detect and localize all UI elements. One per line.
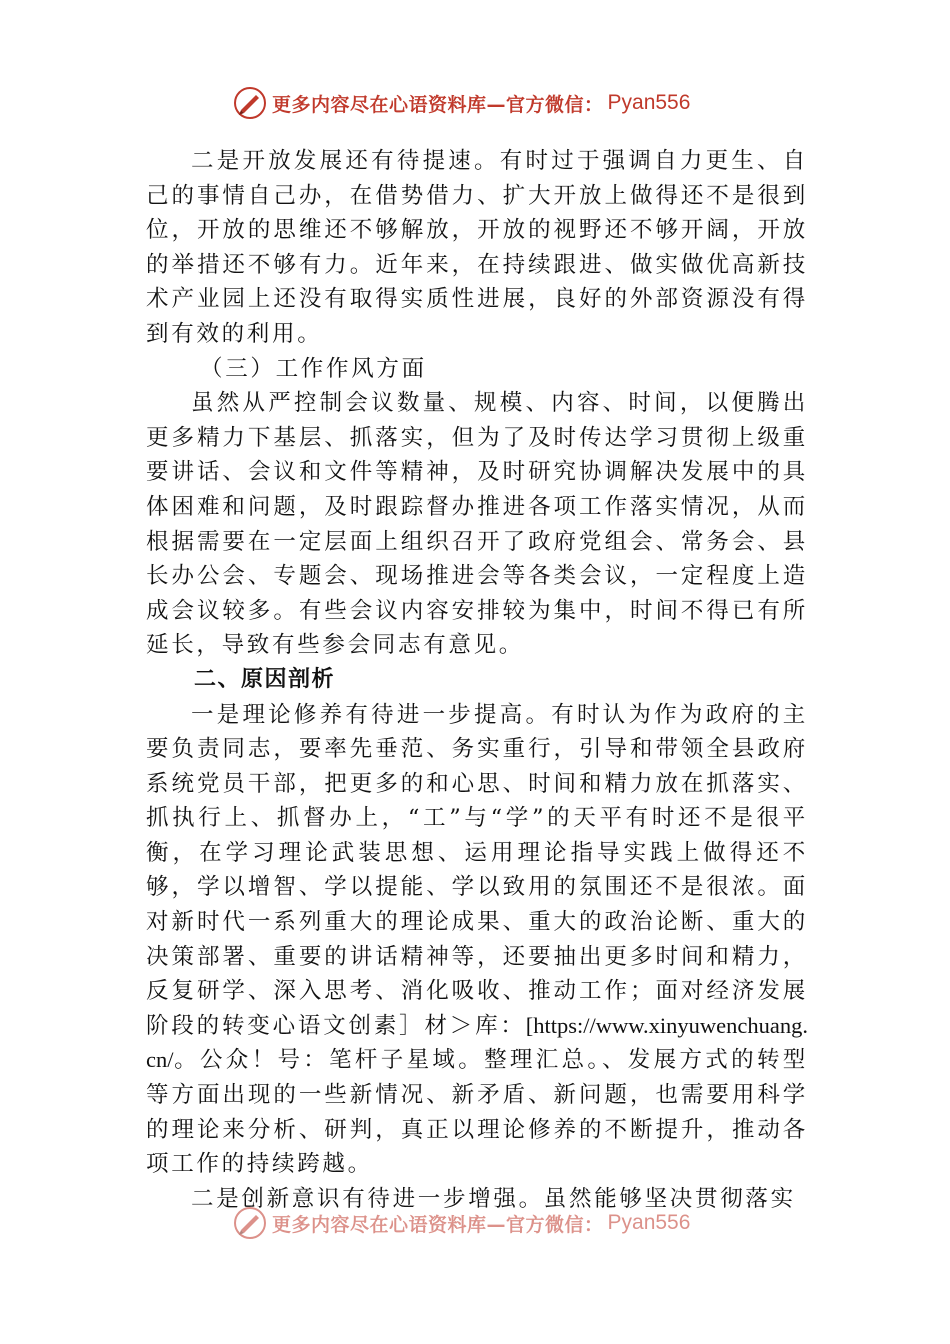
watermark-text: 更多内容尽在心语资料库—官方微信： (272, 93, 604, 116)
paragraph-innovation: 二是创新意识有待进一步增强。虽然能够坚决贯彻落实 (191, 1185, 796, 1212)
watermark-banner-bottom (232, 1203, 690, 1243)
watermark-wechat-id: Pyan556 (607, 1211, 691, 1234)
watermark-banner-top (232, 83, 690, 123)
document-body (146, 144, 808, 1216)
watermark-wechat-id: Pyan556 (607, 91, 691, 114)
section-heading-cause-analysis: 二、原因剖析 (194, 666, 336, 692)
inline-url-text: [https://www.xinyuwenchuang.cn/ (146, 1012, 808, 1073)
pen-circle-icon (232, 1205, 268, 1241)
paragraph-theory-part1: 一是理论修养有待进一步提高。有时认为作为政府的主要负责同志，要率先垂范、务实重行，引导和带领全县政府系统党员干部，把更多的和心思、时间和精力放在抓落实、抓执行上、抓督办上，“工”与“学”的天平有时还不是很平衡，在学习理论武装思想、运用理论指导实践上做得还不够，学以增智、学以提能、学以致用的氛围还不是很浓。面对新时代一系列重大的理论成果、重大的政治论断、重大的决策部署、重要的讲话精神等，还要抽出更多时间和精力，反复研学、深入思考、消化吸收、推动工作；面对经济发展阶段的转变心语文创素］材＞库： (146, 701, 808, 1039)
subheading-work-style: （三）工作作风方面 (200, 355, 427, 382)
paragraph-theory-part2: 。公众！号：笔杆子星域。整理汇总。、发展方式的转型等方面出现的一些新情况、新矛盾、新问题，也需要用科学的理论来分析、研判，真正以理论修养的不断提升，推动各项工作的持续跨越。 (146, 1047, 808, 1178)
pen-circle-icon (232, 85, 268, 121)
paragraph-meetings: 虽然从严控制会议数量、规模、内容、时间，以便腾出更多精力下基层、抓落实，但为了及时传达学习贯彻上级重要讲话、会议和文件等精神，及时研究协调解决发展中的具体困难和问题，及时跟踪督办推进各项工作落实情况，从而根据需要在一定层面上组织召开了政府党组会、常务会、县长办公会、专题会、现场推进会等各类会议，一定程度上造成会议较多。有些会议内容安排较为集中，时间不得已有所延长，导致有些参会同志有意见。 (146, 390, 808, 659)
paragraph-open-development: 二是开放发展还有待提速。有时过于强调自力更生、自己的事情自己办，在借势借力、扩大开放上做得还不是很到位，开放的思维还不够解放，开放的视野还不够开阔，开放的举措还不够有力。近年来，在持续跟进、做实做优高新技术产业园上还没有取得实质性进展，良好的外部资源没有得到有效的利用。 (146, 148, 808, 347)
watermark-text: 更多内容尽在心语资料库—官方微信： (272, 1213, 604, 1236)
paragraph-theory-cultivation (146, 698, 808, 1182)
